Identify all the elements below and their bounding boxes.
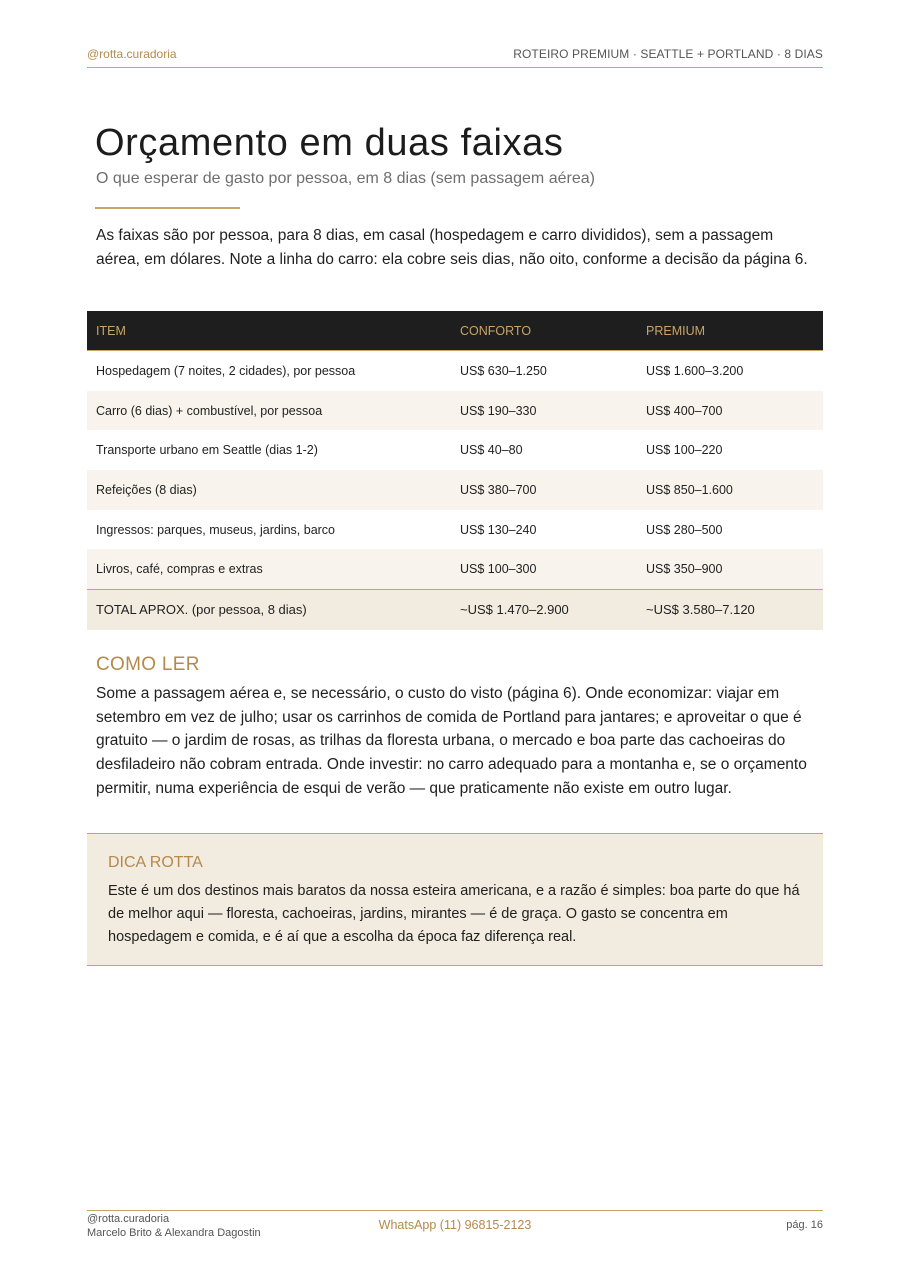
table-row — [87, 510, 823, 550]
table-cell-conforto: US$ 100–300 — [451, 549, 637, 589]
tip-callout — [87, 833, 823, 966]
como-ler-paragraph: Some a passagem aérea e, se necessário, o custo do visto (página 6). Onde economizar: viajar em setembro em vez de julho; usar os carrinhos de comida de Portland para jantares; e aproveitar o que é gratuito — o jardim de rosas, as trilhas da floresta urbana, o mercado e boa parte das cachoeiras do desfiladeiro não cobram entrada. Onde investir: no carro adequado para a montanha e, se o orçamento permitir, numa experiência de esqui de verão — que praticamente não existe em outro lugar. — [96, 685, 807, 797]
footer-authors: Marcelo Brito & Alexandra Dagostin — [87, 1227, 261, 1239]
table-row — [87, 430, 823, 470]
page-title: Orçamento em duas faixas — [95, 122, 564, 164]
total-label: TOTAL APROX. (por pessoa, 8 dias) — [87, 590, 451, 630]
table-row — [87, 391, 823, 431]
page-number: pág. 16 — [786, 1219, 823, 1231]
total-conforto: ~US$ 1.470–2.900 — [451, 590, 637, 630]
table-cell-item: Refeições (8 dias) — [87, 470, 451, 510]
table-cell-conforto: US$ 190–330 — [451, 391, 637, 431]
table-cell-premium: US$ 100–220 — [646, 443, 723, 458]
header-doc-title: ROTEIRO PREMIUM · SEATTLE + PORTLAND · 8 DIAS — [513, 47, 823, 61]
table-cell-item: Hospedagem (7 noites, 2 cidades), por pessoa — [96, 363, 356, 378]
table-cell-premium: US$ 350–900 — [637, 549, 823, 589]
page-subtitle: O que esperar de gasto por pessoa, em 8 dias (sem passagem aérea) — [96, 170, 595, 187]
table-cell-premium: US$ 1.600–3.200 — [646, 363, 744, 378]
tip-paragraph: Este é um dos destinos mais baratos da nossa esteira americana, e a razão é simples: boa parte do que há de melhor aqui — floresta, cachoeiras, jardins, mirantes — é de graça. O gasto se concentra em hospedagem e comida, e é aí que a escolha da época faz diferença real. — [108, 883, 800, 945]
table-row — [87, 470, 823, 510]
table-header-row — [87, 311, 823, 351]
como-ler-heading: COMO LER — [96, 654, 200, 675]
table-row — [87, 549, 823, 589]
footer-whatsapp-contact: WhatsApp (11) 96815-2123 — [378, 1218, 532, 1232]
table-cell-premium: US$ 400–700 — [637, 391, 823, 431]
page-footer — [87, 1210, 823, 1251]
table-cell-conforto: US$ 40–80 — [460, 443, 523, 458]
budget-table — [87, 311, 823, 630]
total-premium: ~US$ 3.580–7.120 — [637, 590, 823, 630]
tip-heading: DICA ROTTA — [108, 854, 203, 871]
table-cell-conforto: US$ 380–700 — [451, 470, 637, 510]
table-cell-premium: US$ 850–1.600 — [637, 470, 823, 510]
table-total-row — [87, 590, 823, 630]
table-cell-premium: US$ 280–500 — [646, 522, 723, 537]
title-divider — [95, 207, 240, 209]
footer-handle: @rotta.curadoria — [87, 1213, 170, 1225]
page-header — [87, 45, 823, 68]
table-cell-item: Livros, café, compras e extras — [87, 549, 451, 589]
table-cell-conforto: US$ 630–1.250 — [460, 363, 547, 378]
column-header-premium: PREMIUM — [637, 311, 823, 351]
header-handle: @rotta.curadoria — [87, 47, 177, 61]
table-cell-conforto: US$ 130–240 — [460, 522, 537, 537]
table-cell-item: Ingressos: parques, museus, jardins, barco — [96, 522, 336, 537]
table-row — [87, 351, 823, 391]
column-header-conforto: CONFORTO — [451, 311, 637, 351]
column-header-item: ITEM — [87, 311, 451, 351]
table-cell-item: Carro (6 dias) + combustível, por pessoa — [87, 391, 451, 431]
table-cell-item: Transporte urbano em Seattle (dias 1-2) — [96, 443, 318, 458]
intro-paragraph: As faixas são por pessoa, para 8 dias, em casal (hospedagem e carro divididos), sem a passagem aérea, em dólares. Note a linha do carro: ela cobre seis dias, não oito, conforme a decisão da página 6. — [96, 227, 808, 268]
